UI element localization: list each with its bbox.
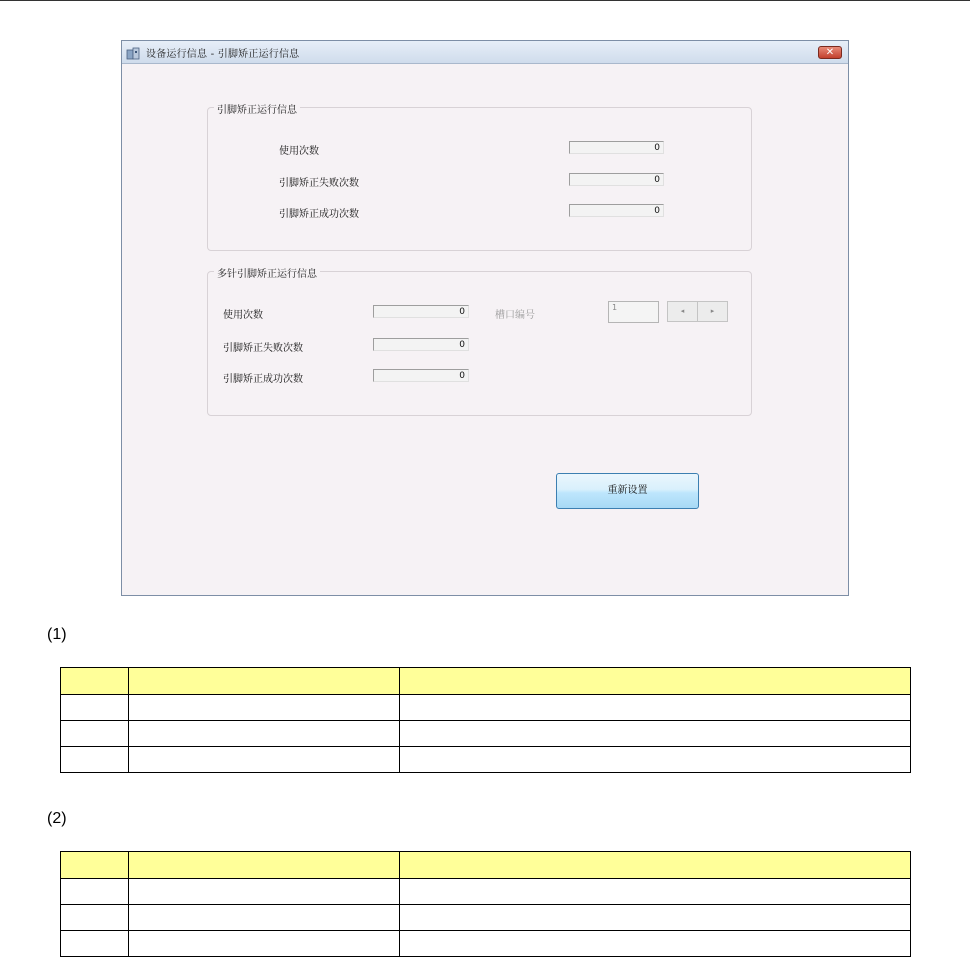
doc-table bbox=[60, 851, 911, 957]
table-header-cell bbox=[129, 668, 400, 695]
chevron-right-icon: ▸ bbox=[710, 307, 715, 315]
table-cell bbox=[61, 931, 129, 957]
reset-button[interactable]: 重新设置 bbox=[556, 473, 699, 509]
table-cell bbox=[61, 905, 129, 931]
table-row bbox=[61, 721, 911, 747]
dialog-window bbox=[121, 40, 849, 596]
multi-usage-count-label: 使用次数 bbox=[223, 310, 263, 321]
multi-fail-count-label: 引脚矫正失败次数 bbox=[223, 343, 303, 354]
section-label: (1) bbox=[47, 626, 67, 643]
table-row bbox=[61, 905, 911, 931]
slot-next-button[interactable] bbox=[697, 301, 728, 322]
group-legend: 多针引脚矫正运行信息 bbox=[214, 265, 320, 280]
table-cell bbox=[400, 747, 911, 773]
fail-count-label: 引脚矫正失败次数 bbox=[279, 178, 359, 189]
table-header-row bbox=[61, 668, 911, 695]
doc-table bbox=[60, 667, 911, 773]
table-cell bbox=[129, 721, 400, 747]
table-cell bbox=[129, 879, 400, 905]
table-cell bbox=[400, 721, 911, 747]
table-cell bbox=[61, 721, 129, 747]
table-header-cell bbox=[400, 852, 911, 879]
table-header-cell bbox=[400, 668, 911, 695]
table-row bbox=[61, 747, 911, 773]
table-cell bbox=[400, 905, 911, 931]
multi-usage-count-field[interactable]: 0 bbox=[373, 305, 469, 318]
table-cell bbox=[61, 747, 129, 773]
section-label: (2) bbox=[47, 810, 67, 827]
table-header-cell bbox=[61, 668, 129, 695]
table-cell bbox=[61, 879, 129, 905]
close-icon: ✕ bbox=[825, 47, 835, 58]
success-count-label: 引脚矫正成功次数 bbox=[279, 209, 359, 220]
table-row bbox=[61, 695, 911, 721]
app-icon bbox=[126, 45, 140, 58]
close-button[interactable] bbox=[818, 46, 842, 59]
fail-count-field[interactable]: 0 bbox=[569, 173, 664, 186]
slot-number-label: 槽口编号 bbox=[495, 310, 535, 321]
table-cell bbox=[400, 879, 911, 905]
title-bar[interactable] bbox=[122, 41, 848, 64]
usage-count-label: 使用次数 bbox=[279, 146, 319, 157]
slot-number-field[interactable]: 1 bbox=[608, 301, 659, 323]
table-cell bbox=[129, 695, 400, 721]
usage-count-field[interactable]: 0 bbox=[569, 141, 664, 154]
multi-fail-count-field[interactable]: 0 bbox=[373, 338, 469, 351]
table-cell bbox=[61, 695, 129, 721]
table-cell bbox=[400, 931, 911, 957]
window-title: 设备运行信息 - 引脚矫正运行信息 bbox=[146, 49, 300, 60]
table-header-cell bbox=[129, 852, 400, 879]
table-cell bbox=[129, 747, 400, 773]
table-row bbox=[61, 879, 911, 905]
table-header-row bbox=[61, 852, 911, 879]
success-count-field[interactable]: 0 bbox=[569, 204, 664, 217]
table-header-cell bbox=[61, 852, 129, 879]
group-legend: 引脚矫正运行信息 bbox=[214, 101, 300, 116]
multi-success-count-field[interactable]: 0 bbox=[373, 369, 469, 382]
chevron-left-icon: ◂ bbox=[680, 307, 685, 315]
table-row bbox=[61, 931, 911, 957]
multi-success-count-label: 引脚矫正成功次数 bbox=[223, 374, 303, 385]
table-cell bbox=[400, 695, 911, 721]
top-rule bbox=[0, 0, 970, 1]
table-cell bbox=[129, 931, 400, 957]
slot-prev-button[interactable] bbox=[667, 301, 698, 322]
table-cell bbox=[129, 905, 400, 931]
